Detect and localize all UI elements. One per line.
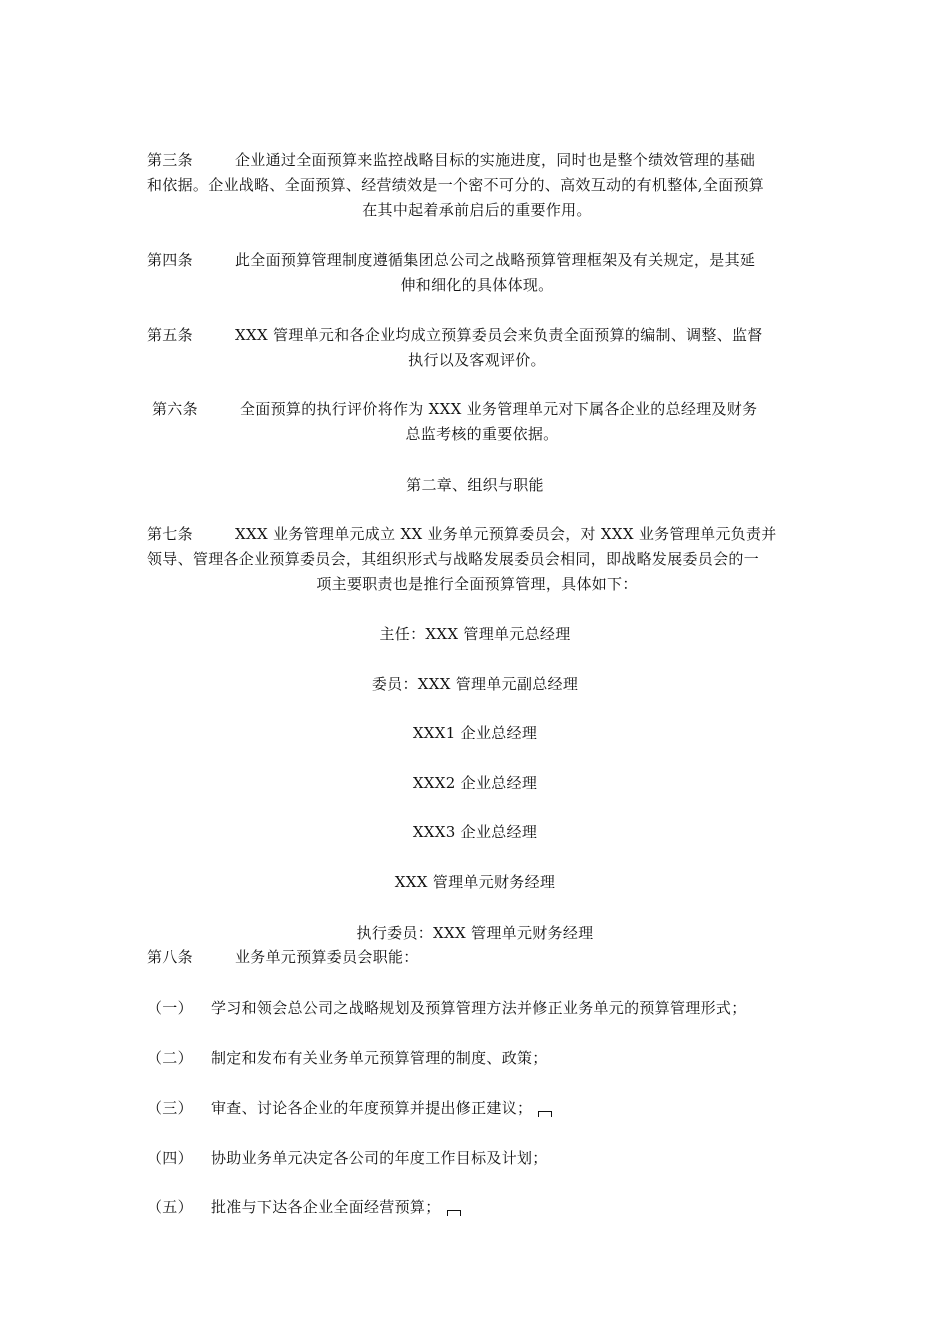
article-8-label: 第八条 [147,948,193,966]
duty-number: （四） [147,1149,193,1167]
article-7-text-1: XXX 业务管理单元成立 XX 业务单元预算委员会，对 XXX 业务管理单元负责并 [235,525,777,543]
duty-number: （三） [147,1099,193,1117]
article-3-label: 第三条 [147,151,193,169]
paragraph-mark-icon [538,1111,552,1117]
article-7 [147,522,807,597]
duty-item-2 [147,1046,548,1071]
committee-member-2: XXX2 企业总经理 [412,774,538,792]
article-5-line-1 [147,323,807,348]
duty-item-5 [147,1195,461,1220]
committee-member-finance: XXX 管理单元财务经理 [394,873,556,891]
article-6 [152,397,812,447]
duty-number: （二） [147,1049,193,1067]
chapter-heading: 第二章、组织与职能 [406,476,544,494]
paragraph-mark-icon [447,1210,461,1216]
article-3-text-1: 企业通过全面预算来监控战略目标的实施进度，同时也是整个绩效管理的基础 [235,151,756,169]
committee-executive: 执行委员：XXX 管理单元财务经理 [356,924,594,942]
committee-member-1: XXX1 企业总经理 [412,724,538,742]
duty-text: 学习和领会总公司之战略规划及预算管理方法并修正业务单元的预算管理形式； [211,999,747,1017]
article-5 [147,323,807,373]
committee-member-deputy: 委员：XXX 管理单元副总经理 [371,675,579,693]
article-4-label: 第四条 [147,251,193,269]
article-7-line-2: 领导、管理各企业预算委员会，其组织形式与战略发展委员会相同，即战略发展委员会的一 [147,550,760,568]
committee-chair: 主任：XXX 管理单元总经理 [379,625,571,643]
article-4-line-1 [147,248,807,273]
duty-item-4 [147,1146,548,1171]
article-8-text: 业务单元预算委员会职能： [235,948,419,966]
duty-number: （一） [147,999,193,1017]
duty-item-3 [147,1096,552,1121]
article-5-label: 第五条 [147,326,193,344]
article-3 [147,148,807,223]
article-7-label: 第七条 [147,525,193,543]
duty-text: 协助业务单元决定各公司的年度工作目标及计划； [211,1149,548,1167]
article-6-line-2: 总监考核的重要依据。 [405,425,559,443]
duty-number: （五） [147,1198,193,1216]
article-5-text-1: XXX 管理单元和各企业均成立预算委员会来负责全面预算的编制、调整、监督 [235,326,763,344]
article-7-line-3: 项主要职责也是推行全面预算管理，具体如下： [316,575,638,593]
article-3-line-2: 和依据。企业战略、全面预算、经营绩效是一个密不可分的、高效互动的有机整体,全面预算 [147,176,765,194]
article-7-line-1 [147,522,807,547]
article-6-text-1: 全面预算的执行评价将作为 XXX 业务管理单元对下属各企业的总经理及财务 [240,400,758,418]
duty-text: 审查、讨论各企业的年度预算并提出修正建议； [211,1099,533,1117]
article-4 [147,248,807,298]
committee-member-3: XXX3 企业总经理 [412,823,538,841]
article-6-line-1 [152,397,812,422]
duty-text: 批准与下达各企业全面经营预算； [211,1198,441,1216]
article-3-line-1 [147,148,807,173]
article-4-line-2: 伸和细化的具体体现。 [400,276,554,294]
article-3-line-3: 在其中起着承前启后的重要作用。 [362,201,592,219]
article-4-text-1: 此全面预算管理制度遵循集团总公司之战略预算管理框架及有关规定，是其延 [235,251,756,269]
duty-text: 制定和发布有关业务单元预算管理的制度、政策； [211,1049,548,1067]
article-6-label: 第六条 [152,400,198,418]
article-8 [147,945,419,970]
article-5-line-2: 执行以及客观评价。 [408,351,546,369]
duty-item-1 [147,996,747,1021]
